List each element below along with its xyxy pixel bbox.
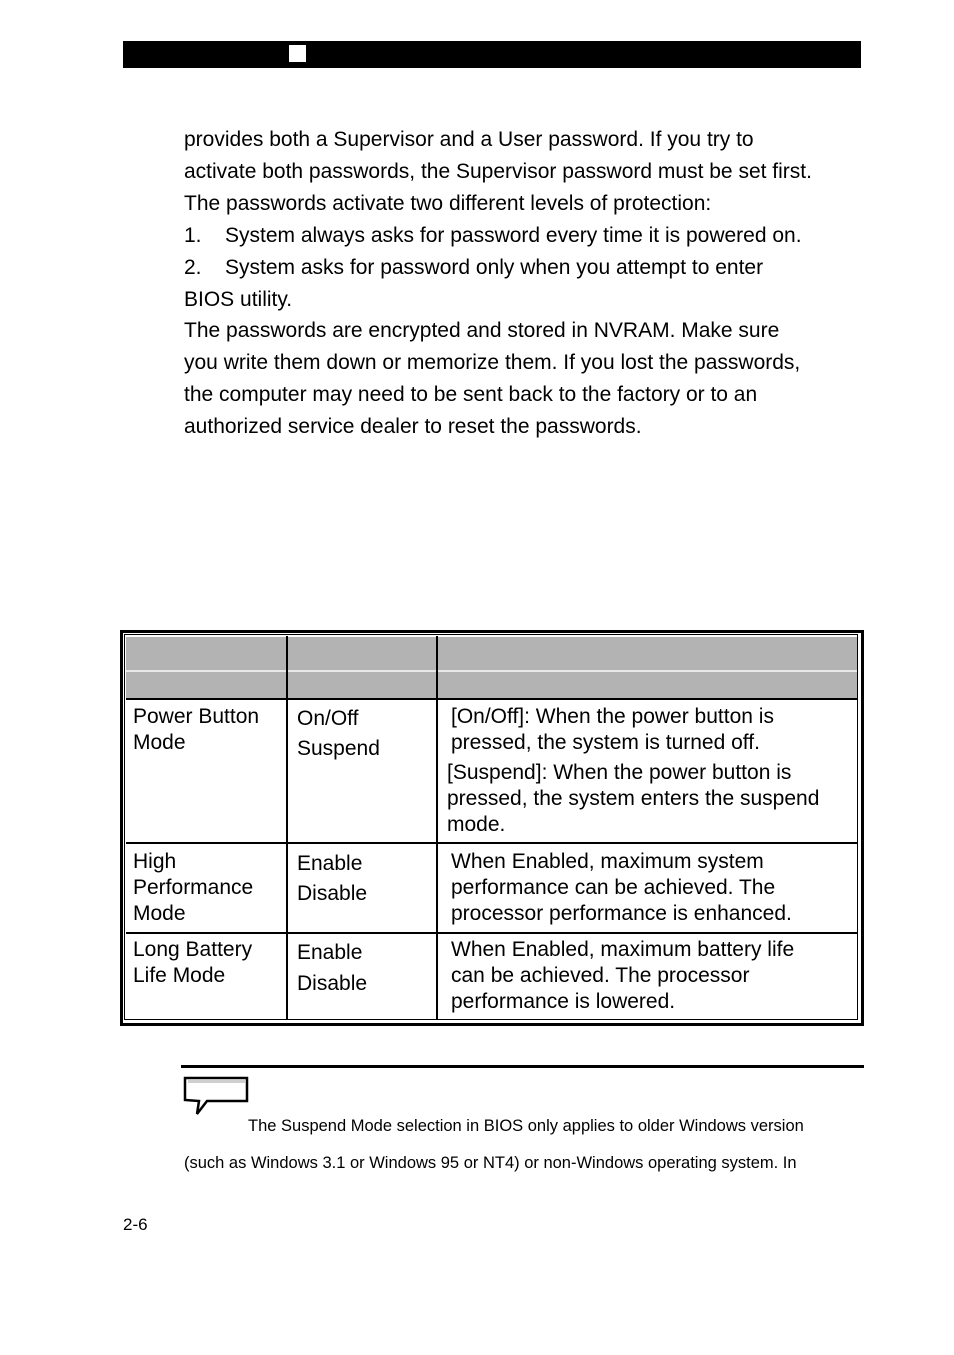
item-name: Power Button	[133, 705, 260, 728]
note-line: (such as Windows 3.1 or Windows 95 or NT4) or non-Windows operating system. In	[184, 1154, 797, 1172]
page-number: 2-6	[123, 1215, 148, 1234]
description-cell: When Enabled, maximum battery life can be achieved. The processor performance is lowered.	[451, 938, 795, 1013]
note-speech-bubble-icon	[183, 1076, 249, 1118]
item-name: Mode	[133, 731, 186, 754]
option-cell	[297, 937, 367, 999]
body-text	[184, 124, 874, 443]
option-value: Disable	[297, 972, 368, 995]
option-value: Enable	[297, 852, 363, 875]
list-text: System always asks for password every time it is powered on.	[225, 223, 802, 247]
body-line: activate both passwords, the Supervisor password must be set first.	[184, 159, 812, 183]
option-value: Disable	[297, 882, 368, 905]
body-line: you write them down or memorize them. If you lost the passwords,	[184, 351, 801, 375]
table-row	[133, 937, 252, 989]
option-value: Suspend	[297, 737, 380, 760]
body-line: the computer may need to be sent back to the factory or to an	[184, 383, 758, 407]
description-cell: When Enabled, maximum system performance can be achieved. The processor performance is enhanced.	[451, 850, 792, 925]
list-continuation: BIOS utility.	[184, 287, 293, 311]
option-value: Enable	[297, 941, 363, 964]
note-divider	[181, 1065, 864, 1068]
list-number: 1.	[184, 223, 202, 247]
body-line: The passwords activate two different levels of protection:	[184, 191, 712, 215]
item-name: Performance	[133, 876, 254, 899]
header-square-icon	[289, 45, 306, 62]
table-row	[133, 704, 259, 756]
settings-table	[120, 630, 864, 1026]
list-text: System asks for password only when you attempt to enter	[225, 255, 764, 279]
option-value: On/Off	[297, 707, 359, 730]
table-row	[133, 849, 253, 927]
table-header-cell	[288, 637, 436, 698]
description-cell: [On/Off]: When the power button is pressed, the system is turned off.	[451, 705, 774, 754]
description-cell: [Suspend]: When the power button is pressed, the system enters the suspend mode.	[447, 761, 820, 836]
option-cell	[297, 849, 367, 909]
list-item	[184, 252, 874, 284]
body-line: provides both a Supervisor and a User password. If you try to	[184, 128, 754, 151]
table-header-cell	[438, 637, 858, 698]
table-header-cell	[126, 637, 286, 698]
note-line: The Suspend Mode selection in BIOS only applies to older Windows version	[248, 1117, 804, 1135]
body-line: authorized service dealer to reset the passwords.	[184, 415, 642, 439]
item-name: Mode	[133, 902, 186, 925]
body-line: The passwords are encrypted and stored in NVRAM. Make sure	[184, 319, 780, 343]
header-bar	[123, 41, 861, 68]
option-cell	[297, 704, 380, 764]
item-name: High	[133, 850, 177, 873]
list-item	[184, 220, 874, 252]
item-name: Life Mode	[133, 964, 226, 987]
list-number: 2.	[184, 255, 202, 279]
item-name: Long Battery	[133, 938, 253, 961]
